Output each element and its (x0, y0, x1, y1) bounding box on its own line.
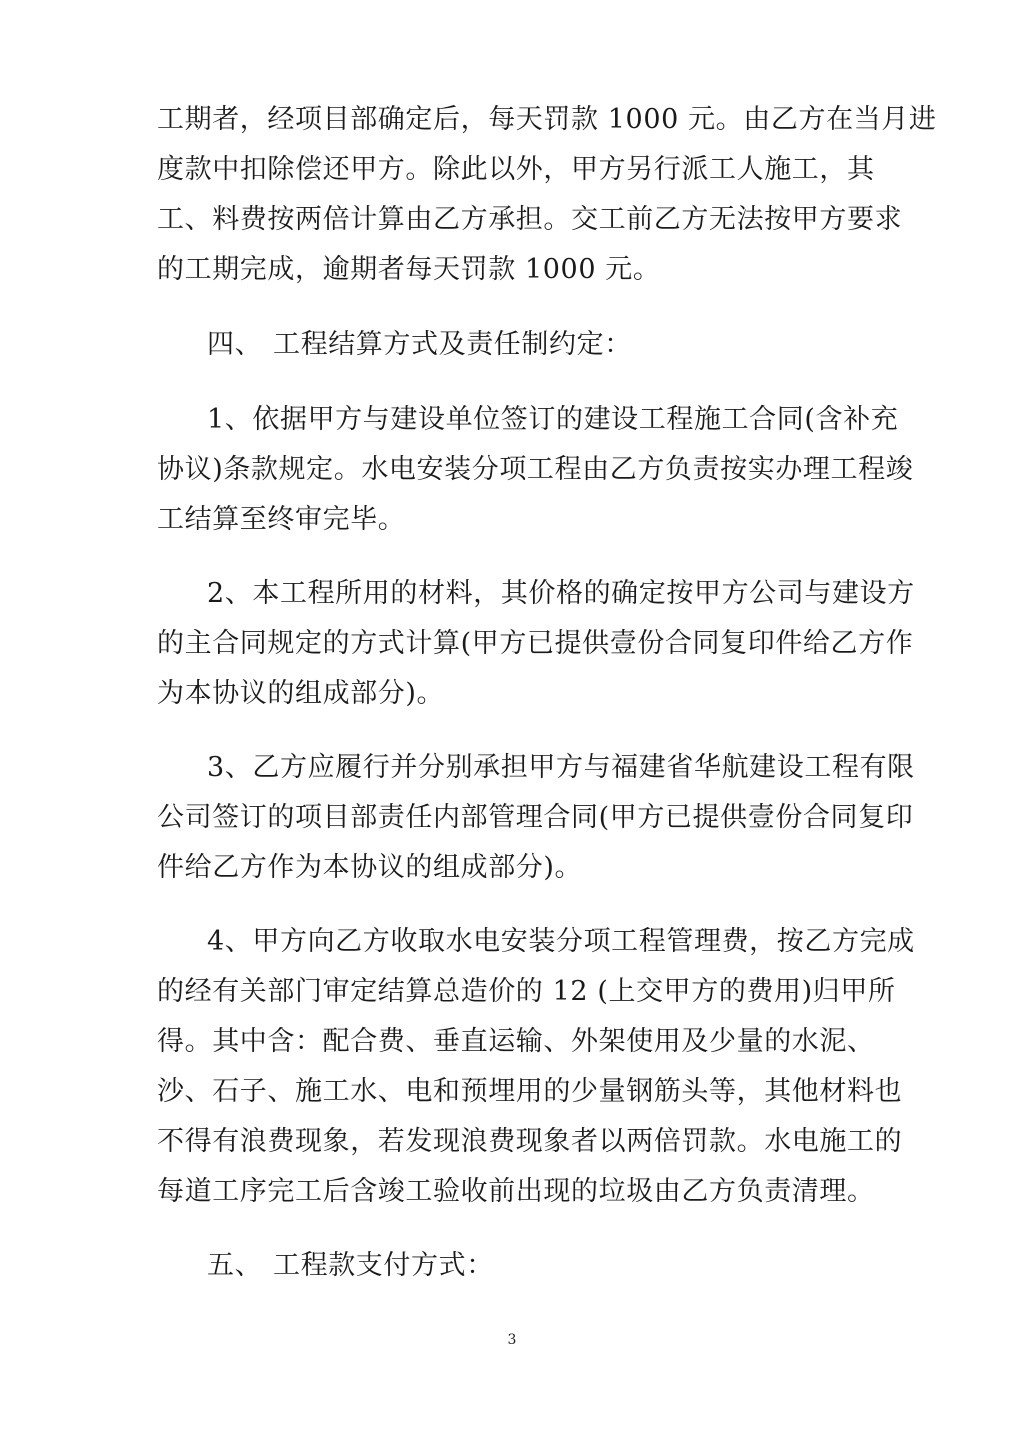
paragraph-line: 协议)条款规定。水电安装分项工程由乙方负责按实办理工程竣 (157, 454, 914, 485)
paragraph-line: 工期者，经项目部确定后，每天罚款 1000 元。由乙方在当月进 (157, 104, 937, 135)
paragraph-line: 的经有关部门审定结算总造价的 12 (上交甲方的费用)归甲所 (157, 976, 896, 1007)
paragraph-line: 件给乙方作为本协议的组成部分)。 (157, 852, 583, 883)
paragraph-line: 不得有浪费现象，若发现浪费现象者以两倍罚款。水电施工的 (157, 1126, 903, 1157)
paragraph-line: 工结算至终审完毕。 (157, 504, 406, 535)
paragraph-line: 得。其中含：配合费、垂直运输、外架使用及少量的水泥、 (157, 1026, 875, 1057)
section-title: 工程结算方式及责任制约定： (273, 329, 632, 360)
paragraph-line: 工、料费按两倍计算由乙方承担。交工前乙方无法按甲方要求 (157, 204, 903, 235)
paragraph-line: 公司签订的项目部责任内部管理合同(甲方已提供壹份合同复印 (157, 802, 914, 833)
paragraph-line: 4、甲方向乙方收取水电安装分项工程管理费，按乙方完成 (207, 926, 915, 957)
section-number: 五、 (207, 1250, 263, 1281)
section-heading (207, 1249, 494, 1283)
paragraph-line: 度款中扣除偿还甲方。除此以外，甲方另行派工人施工，其 (157, 154, 875, 185)
paragraph-line: 的工期完成，逾期者每天罚款 1000 元。 (157, 254, 661, 285)
paragraph-line: 为本协议的组成部分)。 (157, 678, 445, 709)
page-number: 3 (507, 1332, 517, 1348)
section-number: 四、 (207, 329, 263, 360)
paragraph-line: 的主合同规定的方式计算(甲方已提供壹份合同复印件给乙方作 (157, 628, 914, 659)
section-title: 工程款支付方式： (273, 1250, 494, 1281)
paragraph-line: 沙、石子、施工水、电和预埋用的少量钢筋头等，其他材料也 (157, 1076, 903, 1107)
paragraph-line: 3、乙方应履行并分别承担甲方与福建省华航建设工程有限 (207, 752, 915, 783)
paragraph-line: 每道工序完工后含竣工验收前出现的垃圾由乙方负责清理。 (157, 1176, 875, 1207)
paragraph-line: 2、本工程所用的材料，其价格的确定按甲方公司与建设方 (207, 578, 915, 609)
section-heading (207, 328, 632, 362)
paragraph-line: 1、依据甲方与建设单位签订的建设工程施工合同(含补充 (207, 404, 899, 435)
